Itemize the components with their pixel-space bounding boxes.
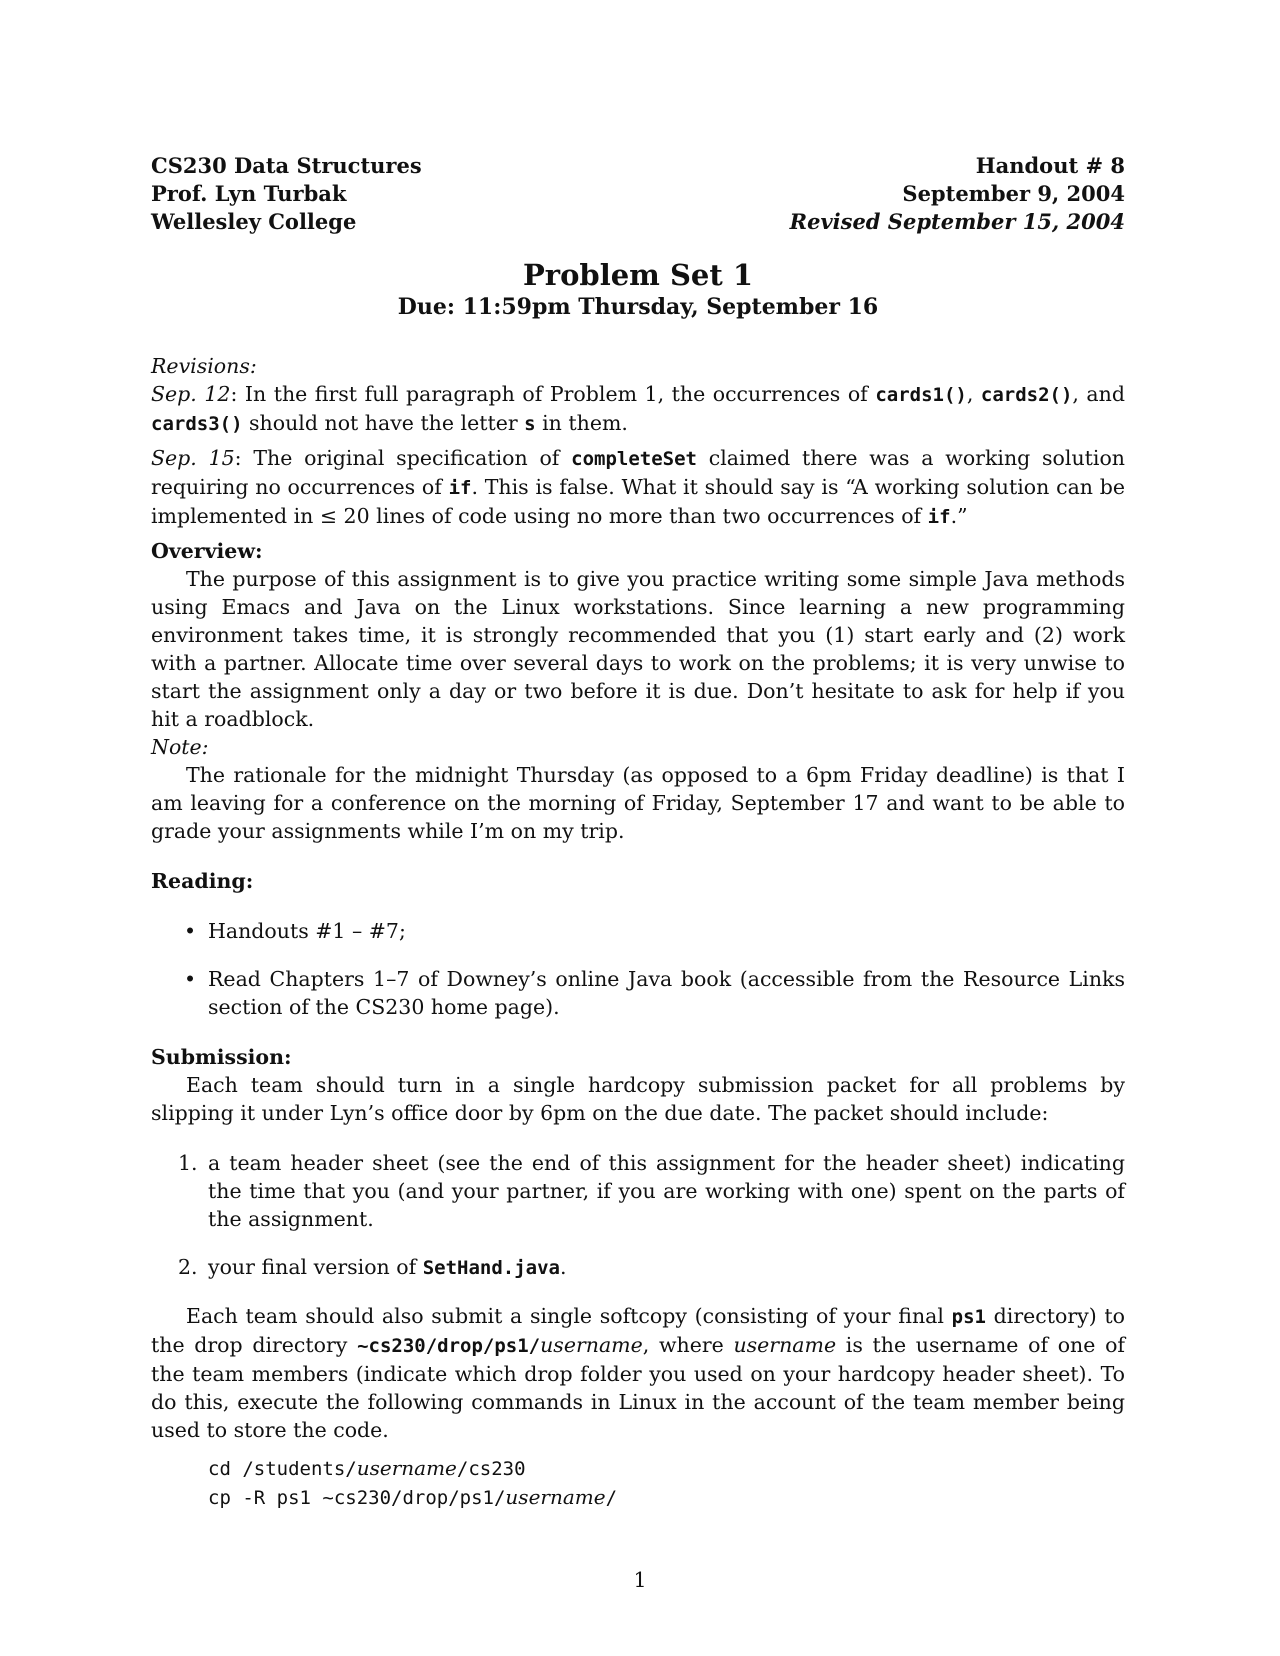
revision-label: Sep. 15: [151, 446, 235, 470]
page-content: [151, 152, 1125, 1512]
list-item: [178, 1253, 1125, 1282]
softcopy-paragraph: [151, 1302, 1125, 1444]
list-item: [178, 1149, 1125, 1233]
code-snippet: cards1(): [875, 384, 967, 406]
code-snippet: completeSet: [571, 448, 697, 470]
revision-text: : In the first full paragraph of Problem 1, the occurrences of: [230, 382, 876, 406]
reading-heading: Reading:: [151, 869, 254, 893]
command-line: [208, 1454, 1125, 1483]
list-item: • Handouts #1 – #7;: [208, 917, 1125, 945]
code-snippet: cards3(): [151, 413, 243, 435]
overview-paragraph: The purpose of this assignment is to give you practice writing some simple Java methods using Emacs and Java on the Linux workstations. Since learning a new programming environment takes time, it is strongly recommended that you (1) start early and (2) work with a partner. Allocate time over several days to work on the problems; it is very unwise to start the assignment only a day or two before it is due. Don’t hesitate to ask for help if you hit a roadblock.: [151, 567, 1125, 731]
course-name: CS230 Data Structures: [151, 153, 422, 178]
item-text: a team header sheet (see the end of this assignment for the header sheet) indicating the time that you (and your partner, if you are working with one) spent on the parts of the assignment.: [208, 1151, 1125, 1231]
revision-sep12: [151, 380, 1125, 438]
revisions-heading: Revisions:: [151, 354, 257, 378]
revision-text: claimed there was a working solution requiring no occurrences of: [151, 446, 1125, 499]
header-left: [151, 152, 422, 236]
title-block: [151, 258, 1125, 322]
reading-list: [151, 917, 1125, 1021]
handout-number: Handout # 8: [975, 153, 1125, 178]
overview-heading: Overview:: [151, 539, 263, 563]
submission-intro: Each team should turn in a single hardcopy submission packet for all problems by slipping it under Lyn’s office door by 6pm on the due date. The packet should include:: [151, 1073, 1125, 1125]
command-text: cp -R ps1 ~cs230/drop/ps1/: [208, 1487, 506, 1509]
revision-text: .”: [950, 504, 968, 528]
page-title: Problem Set 1: [522, 258, 754, 292]
code-snippet: cards2(): [980, 384, 1073, 406]
paragraph-text: directory) to the drop directory: [151, 1304, 1125, 1357]
variable-text: username: [540, 1333, 643, 1357]
header-right: [790, 152, 1125, 236]
variable-text: username: [733, 1333, 837, 1357]
handout-date: September 9, 2004: [902, 181, 1125, 206]
note-paragraph: The rationale for the midnight Thursday (as opposed to a 6pm Friday deadline) is that I am leaving for a conference on the morning of Friday, September 17 and want to be able to grade your assignments while I’m on my trip.: [151, 763, 1125, 843]
revision-text: , and: [1072, 382, 1125, 406]
revision-text: . This is false. What it should say is “A working solution can be implemented in ≤ 20 lines of code using no more than two occurrences of: [151, 475, 1125, 528]
submission-heading: Submission:: [151, 1045, 292, 1069]
revised-date: Revised September 15, 2004: [789, 209, 1125, 234]
item-number: 2.: [178, 1255, 198, 1279]
revision-sep15: [151, 444, 1125, 531]
code-snippet: s: [524, 413, 536, 435]
due-date: Due: 11:59pm Thursday, September 16: [397, 294, 879, 320]
item-number: 1.: [178, 1151, 198, 1175]
paragraph-text: Each team should also submit a single softcopy (consisting of your final: [186, 1304, 952, 1328]
list-item: • Read Chapters 1–7 of Downey’s online Java book (accessible from the Resource Links section of the CS230 home page).: [208, 965, 1125, 1021]
overview-section: [151, 537, 1125, 845]
paragraph-text: , where: [642, 1333, 734, 1357]
code-snippet: SetHand.java: [422, 1257, 560, 1279]
revision-label: Sep. 12: [151, 382, 231, 406]
command-block: [151, 1454, 1125, 1512]
revision-text: should not have the letter: [242, 411, 525, 435]
page-number: 1: [633, 1568, 647, 1592]
command-line: [208, 1483, 1125, 1512]
code-snippet: if: [927, 506, 951, 528]
item-text: your final version of: [208, 1255, 423, 1279]
command-variable: username: [356, 1456, 457, 1480]
command-text: /: [605, 1487, 618, 1509]
code-snippet: ~cs230/drop/ps1/: [357, 1335, 541, 1357]
paragraph-text: is the username of one of the team members (indicate which drop folder you used on your hardcopy header sheet). To do this, execute the following commands in Linux in the account of the team member being used to store the code.: [151, 1333, 1125, 1442]
code-snippet: if: [448, 477, 472, 499]
note-heading: Note:: [151, 735, 209, 759]
submission-section: [151, 1043, 1125, 1512]
revision-text: : The original specification of: [234, 446, 572, 470]
code-snippet: ps1: [951, 1306, 986, 1328]
professor-name: Prof. Lyn Turbak: [151, 181, 347, 206]
packet-contents-list: [151, 1149, 1125, 1282]
item-text: .: [560, 1255, 567, 1279]
revision-text: ,: [966, 382, 981, 406]
revision-text: in them.: [535, 411, 628, 435]
handout-header: [151, 152, 1125, 236]
college-name: Wellesley College: [151, 209, 357, 234]
command-variable: username: [505, 1485, 606, 1509]
reading-section: [151, 867, 1125, 1021]
revisions-section: [151, 352, 1125, 531]
command-text: cd /students/: [208, 1458, 357, 1480]
command-text: /cs230: [456, 1458, 526, 1480]
